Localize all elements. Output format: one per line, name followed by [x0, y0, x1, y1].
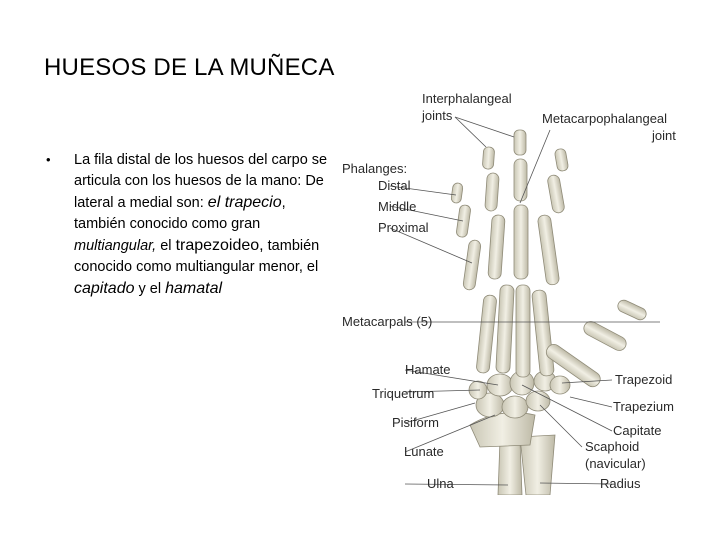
- label-middle: Middle: [378, 199, 417, 214]
- hand-bones-figure: [330, 85, 710, 495]
- text-part-5: el: [156, 238, 176, 254]
- label-proximal: Proximal: [378, 220, 429, 235]
- label-scaphoid: Scaphoid: [585, 439, 640, 454]
- text-part-9: y el: [134, 281, 166, 297]
- text-part-3: , también conocido como gran: [74, 195, 286, 232]
- label-pisiform: Pisiform: [392, 415, 439, 430]
- label-radius: Radius: [600, 476, 641, 491]
- label-interphalangeal: Interphalangeal: [422, 91, 512, 106]
- label-trapezoid: Trapezoid: [615, 372, 673, 387]
- term-capitado: capitado: [74, 280, 135, 297]
- label-phalanges: Phalanges:: [342, 161, 408, 176]
- slide-title: HUESOS DE LA MUÑECA: [44, 54, 335, 81]
- label-capitate: Capitate: [613, 423, 662, 438]
- text-part-7: también conocido como multiangular menor, el: [74, 238, 320, 275]
- term-gran-multiangular: multiangular,: [74, 238, 157, 254]
- metacarpals-and-phalanges: [451, 130, 648, 390]
- bullet-paragraph: [74, 150, 330, 300]
- label-metacarpophalangeal: Metacarpophalangeal: [542, 111, 668, 126]
- label-metacarpophalangeal-joint: joint: [652, 128, 676, 143]
- term-trapezoideo: trapezoideo,: [175, 237, 264, 254]
- label-lunate: Lunate: [404, 444, 444, 459]
- label-ulna: Ulna: [427, 476, 454, 491]
- label-triquetrum: Triquetrum: [372, 386, 435, 401]
- label-hamate: Hamate: [405, 362, 451, 377]
- bullet-marker: •: [46, 152, 51, 167]
- label-distal: Distal: [378, 178, 411, 193]
- text-intro: La fila distal de los huesos del carpo se articula con los huesos de la mano: De lateral a medial son:: [74, 152, 328, 211]
- forearm-bones: [470, 413, 555, 495]
- term-hamatal: hamatal: [165, 280, 223, 297]
- hand-skeleton-illustration: [330, 85, 710, 495]
- term-trapecio: el trapecio: [207, 194, 282, 211]
- label-interphalangeal-joints: joints: [422, 108, 453, 123]
- label-metacarpals: Metacarpals (5): [342, 314, 433, 329]
- carpal-bones: [469, 371, 570, 418]
- label-navicular: (navicular): [585, 456, 646, 471]
- label-trapezium: Trapezium: [613, 399, 674, 414]
